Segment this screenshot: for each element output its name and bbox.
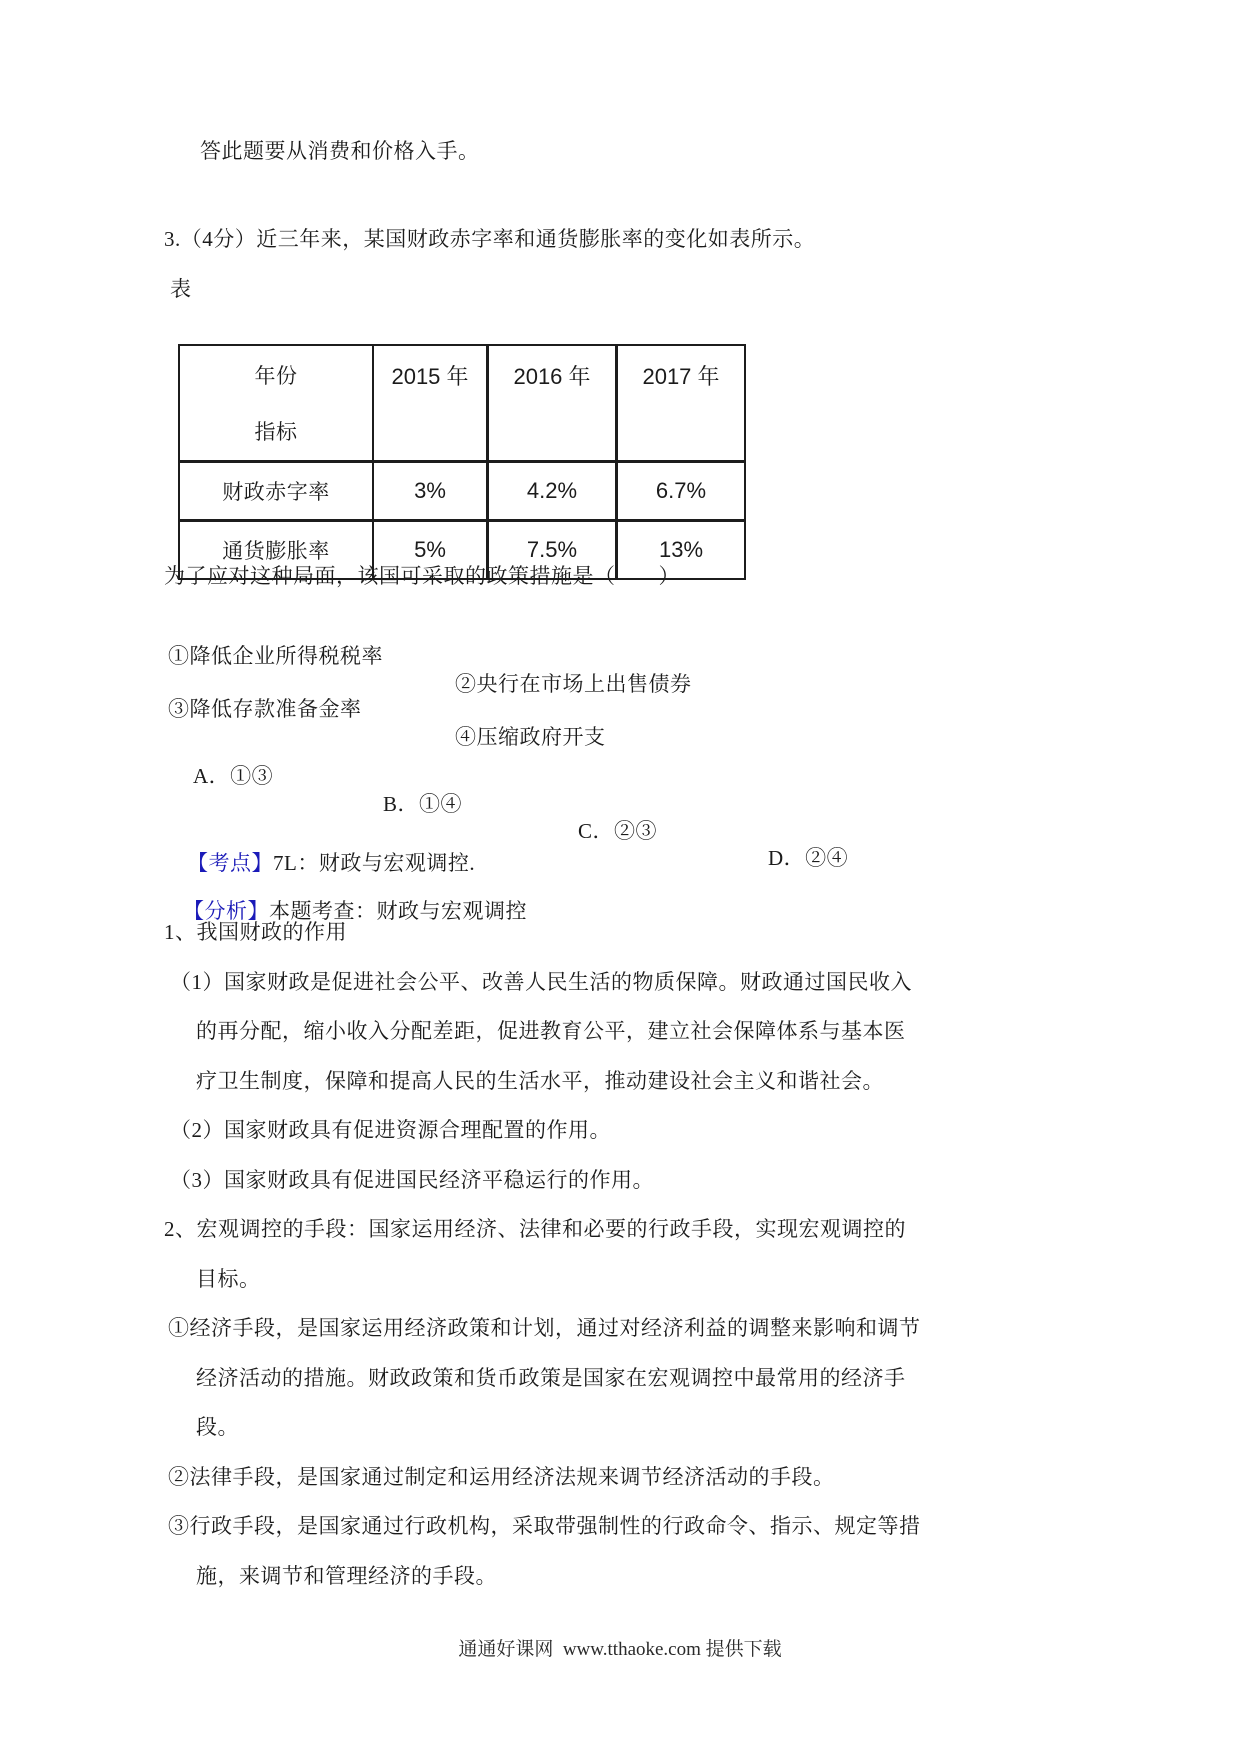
choice-c: C．②③ (578, 818, 658, 843)
analysis-line-4: 疗卫生制度，保障和提高人民的生活水平，推动建设社会主义和谐社会。 (196, 1068, 884, 1093)
col-header-2015: 2015 年 (373, 345, 488, 462)
analysis-line-14: 施，来调节和管理经济的手段。 (196, 1563, 497, 1588)
data-table (178, 344, 746, 580)
analysis-line-3: 的再分配，缩小收入分配差距，促进教育公平，建立社会保障体系与基本医 (196, 1019, 906, 1043)
footer-text: 通通好课网 www.tthaoke.com 提供下载 (458, 1639, 782, 1660)
table-header-row (179, 345, 745, 462)
analysis-line-7: 2、宏观调控的手段：国家运用经济、法律和必要的行政手段，实现宏观调控的 (164, 1217, 906, 1241)
table-caption: 表 (170, 277, 192, 301)
corner-bottom-label: 指标 (254, 420, 298, 444)
inflation-2016: 7.5% (488, 521, 617, 580)
corner-top-label: 年份 (254, 364, 298, 388)
analysis-line-2: （1）国家财政是促进社会公平、改善人民生活的物质保障。财政通过国民收入 (170, 969, 912, 994)
question-number-line: 3.（4分）近三年来，某国财政赤字率和通货膨胀率的变化如表所示。 (164, 227, 816, 251)
analysis-line-8: 目标。 (196, 1266, 261, 1291)
option-1: ①降低企业所得税税率 (168, 644, 383, 669)
inflation-2017: 13% (617, 521, 746, 580)
analysis-tag: 【分析】 (183, 899, 269, 924)
table-row-deficit (179, 462, 745, 521)
analysis-line-5: （2）国家财政具有促进资源合理配置的作用。 (170, 1118, 611, 1142)
analysis-line-10: 经济活动的措施。财政政策和货币政策是国家在宏观调控中最常用的经济手 (196, 1365, 906, 1390)
question-stem: 为了应对这种局面，该国可采取的政策措施是（ ） (164, 564, 680, 588)
analysis-line-9: ①经济手段，是国家运用经济政策和计划，通过对经济利益的调整来影响和调节 (168, 1316, 921, 1340)
analysis-intro-text: 本题考查：财政与宏观调控 (269, 899, 527, 924)
analysis-line-11: 段。 (196, 1415, 239, 1439)
analysis-line-12: ②法律手段，是国家通过制定和运用经济法规来调节经济活动的手段。 (168, 1464, 835, 1489)
analysis-line-1: 1、我国财政的作用 (164, 920, 347, 944)
analysis-body (164, 908, 1144, 1601)
table-corner-cell (179, 345, 373, 462)
keypoint-tag: 【考点】 (187, 851, 273, 876)
row-label-inflation: 通货膨胀率 (179, 521, 373, 580)
row-label-deficit: 财政赤字率 (179, 462, 373, 521)
analysis-line-13: ③行政手段，是国家通过行政机构，采取带强制性的行政命令、指示、规定等措 (168, 1514, 921, 1538)
deficit-2015: 3% (373, 462, 488, 521)
option-4: ④压缩政府开支 (455, 724, 606, 749)
choice-b: B．①④ (383, 791, 463, 816)
inflation-2015: 5% (373, 521, 488, 580)
option-2: ②央行在市场上出售债券 (455, 671, 692, 696)
option-3: ③降低存款准备金率 (168, 697, 362, 722)
col-header-2017: 2017 年 (617, 345, 746, 462)
keypoint-text: 7L：财政与宏观调控. (273, 851, 476, 876)
analysis-line-6: （3）国家财政具有促进国民经济平稳运行的作用。 (170, 1167, 654, 1192)
intro-text: 答此题要从消费和价格入手。 (200, 139, 480, 163)
col-header-2016: 2016 年 (488, 345, 617, 462)
deficit-2017: 6.7% (617, 462, 746, 521)
deficit-2016: 4.2% (488, 462, 617, 521)
choice-a: A．①③ (193, 764, 274, 789)
choice-d: D．②④ (768, 846, 849, 871)
